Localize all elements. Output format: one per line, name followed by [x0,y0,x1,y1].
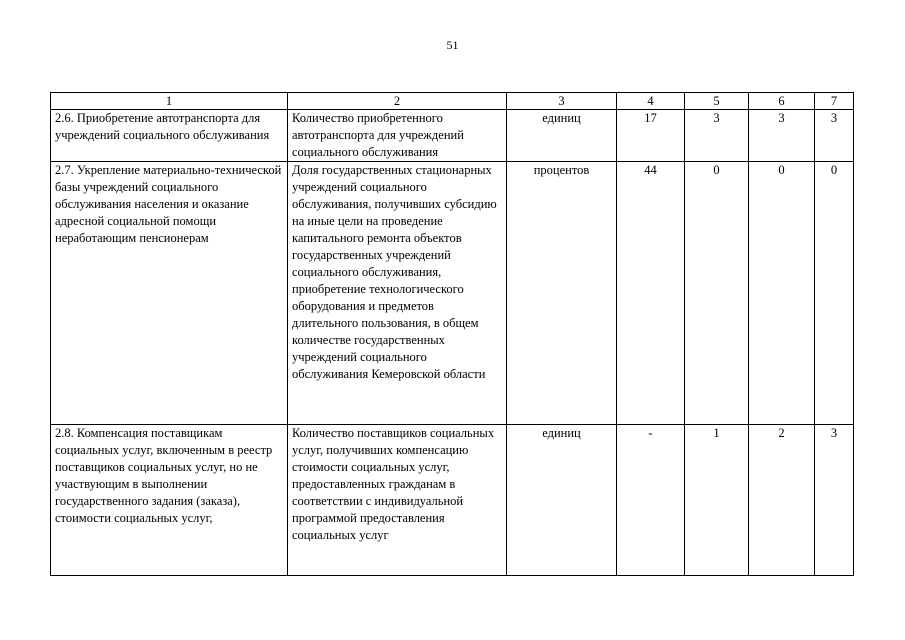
value-cell-col7: 3 [815,110,854,162]
measure-cell: 2.7. Укрепление материально-технической базы учреждений социального обслуживания населения и оказание адресной социальной помощи неработающим пенсионерам [51,162,288,425]
value-cell-col6: 3 [749,110,815,162]
value-cell-col4: 44 [617,162,685,425]
value-cell-col4: 17 [617,110,685,162]
column-header-2: 2 [288,93,507,110]
unit-cell: единиц [507,425,617,576]
measure-cell: 2.6. Приобретение автотранспорта для учреждений социального обслуживания [51,110,288,162]
column-header-1: 1 [51,93,288,110]
value-cell-col6: 0 [749,162,815,425]
value-cell-col5: 1 [685,425,749,576]
table-row [51,162,854,425]
indicators-table [50,92,854,576]
value-cell-col6: 2 [749,425,815,576]
column-header-7: 7 [815,93,854,110]
unit-cell: единиц [507,110,617,162]
column-header-3: 3 [507,93,617,110]
column-header-5: 5 [685,93,749,110]
value-cell-col5: 3 [685,110,749,162]
column-header-4: 4 [617,93,685,110]
indicator-cell: Количество приобретенного автотранспорта для учреждений социального обслуживания [288,110,507,162]
value-cell-col7: 3 [815,425,854,576]
table-row [51,425,854,576]
value-cell-col7: 0 [815,162,854,425]
unit-cell: процентов [507,162,617,425]
table-header-row [51,93,854,110]
value-cell-col4: - [617,425,685,576]
indicator-cell: Доля государственных стационарных учреждений социального обслуживания, получивших субсидию на иные цели на проведение капитального ремонта объектов государственных учреждений социального обслуживания, приобретение технологического оборудования и предметов длительного пользования, в общем количестве государственных учреждений социального обслуживания Кемеровской области [288,162,507,425]
value-cell-col5: 0 [685,162,749,425]
measure-cell: 2.8. Компенсация поставщикам социальных услуг, включенным в реестр поставщиков социальных услуг, но не участвующим в выполнении государственного задания (заказа), стоимости социальных услуг, [51,425,288,576]
page-number: 51 [446,38,459,52]
column-header-6: 6 [749,93,815,110]
indicator-cell: Количество поставщиков социальных услуг, получивших компенсацию стоимости социальных услуг, предоставленных гражданам в соответствии с индивидуальной программой предоставления социальных услуг [288,425,507,576]
table-row [51,110,854,162]
